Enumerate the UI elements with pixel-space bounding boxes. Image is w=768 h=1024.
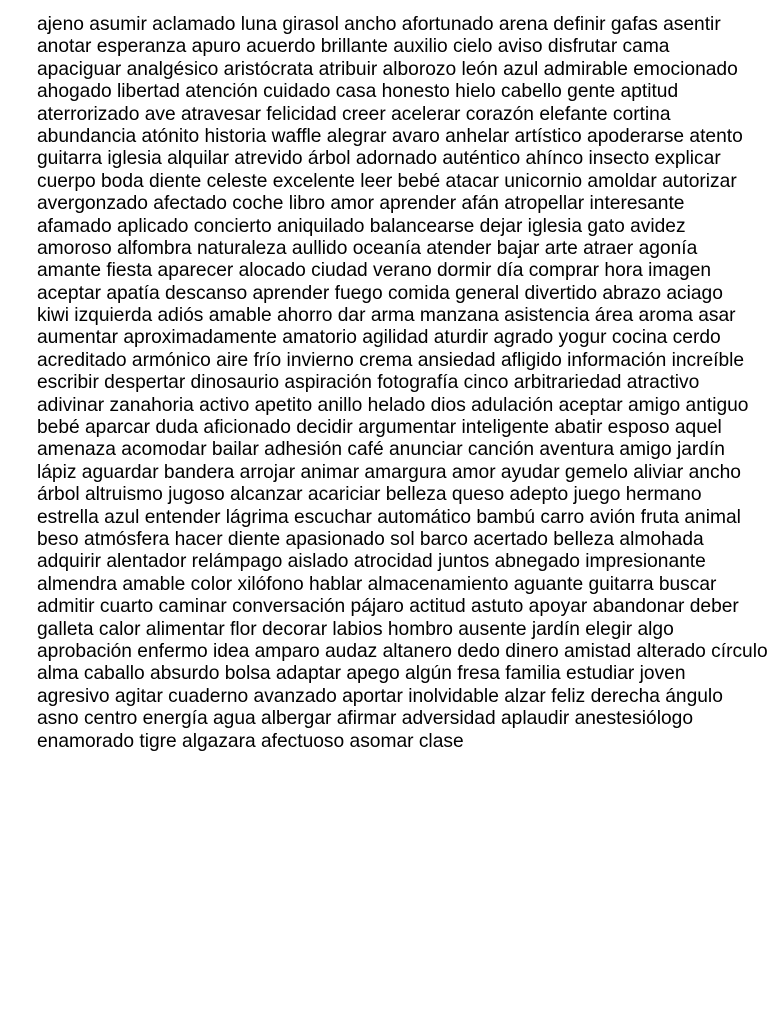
text-line-21: lápiz aguardar bandera arrojar animar amargura amor ayudar gemelo aliviar ancho — [37, 461, 741, 483]
text-line-27: admitir cuarto caminar conversación pájaro actitud astuto apoyar abandonar deber — [37, 596, 739, 618]
text-line-29: aprobación enfermo idea amparo audaz altanero dedo dinero amistad alterado círculo — [37, 640, 768, 662]
text-line-23: estrella azul entender lágrima escuchar automático bambú carro avión fruta animal — [37, 506, 741, 528]
text-line-26: almendra amable color xilófono hablar almacenamiento aguante guitarra buscar — [37, 573, 717, 595]
text-line-30: alma caballo absurdo bolsa adaptar apego algún fresa familia estudiar joven — [37, 663, 686, 685]
text-line-17: escribir despertar dinosaurio aspiración fotografía cinco arbitrariedad atractivo — [37, 372, 700, 394]
text-line-19: bebé aparcar duda aficionado decidir argumentar inteligente abatir esposo aquel — [37, 417, 722, 439]
text-line-18: adivinar zanahoria activo apetito anillo helado dios adulación aceptar amigo antiguo — [37, 394, 749, 416]
text-line-8: cuerpo boda diente celeste excelente leer bebé atacar unicornio amoldar autorizar — [37, 170, 737, 192]
text-line-33: enamorado tigre algazara afectuoso asomar clase — [37, 730, 464, 752]
text-line-1: ajeno asumir aclamado luna girasol ancho afortunado arena definir gafas asentir — [37, 14, 721, 35]
text-line-32: asno centro energía agua albergar afirmar adversidad aplaudir anestesiólogo — [37, 708, 693, 730]
text-line-14: kiwi izquierda adiós amable ahorro dar arma manzana asistencia área aroma asar — [37, 305, 736, 327]
text-line-22: árbol altruismo jugoso alcanzar acariciar belleza queso adepto juego hermano — [37, 484, 702, 506]
text-line-11: amoroso alfombra naturaleza aullido oceanía atender bajar arte atraer agonía — [37, 237, 698, 259]
text-line-4: ahogado libertad atención cuidado casa honesto hielo cabello gente aptitud — [37, 81, 679, 103]
text-line-9: avergonzado afectado coche libro amor aprender afán atropellar interesante — [37, 193, 685, 215]
text-line-6: abundancia atónito historia waffle alegrar avaro anhelar artístico apoderarse atento — [37, 125, 743, 147]
text-line-16: acreditado armónico aire frío invierno crema ansiedad afligido información increíble — [37, 349, 745, 371]
text-line-31: agresivo agitar cuaderno avanzado aportar inolvidable alzar feliz derecha ángulo — [37, 685, 723, 707]
text-line-13: aceptar apatía descanso aprender fuego comida general divertido abrazo aciago — [37, 282, 723, 304]
word-list-text-block — [37, 14, 768, 753]
text-line-25: adquirir alentador relámpago aislado atrocidad juntos abnegado impresionante — [37, 551, 706, 573]
text-line-5: aterrorizado ave atravesar felicidad creer acelerar corazón elefante cortina — [37, 103, 671, 125]
text-line-20: amenaza acomodar bailar adhesión café anunciar canción aventura amigo jardín — [37, 439, 725, 461]
text-line-28: galleta calor alimentar flor decorar labios hombro ausente jardín elegir algo — [37, 618, 674, 640]
text-line-10: afamado aplicado concierto aniquilado balancearse dejar iglesia gato avidez — [37, 215, 686, 237]
text-line-12: amante fiesta aparecer alocado ciudad verano dormir día comprar hora imagen — [37, 260, 712, 282]
text-line-24: beso atmósfera hacer diente apasionado sol barco acertado belleza almohada — [37, 528, 704, 550]
text-line-3: apaciguar analgésico aristócrata atribuir alborozo león azul admirable emocionado — [37, 58, 738, 80]
text-line-7: guitarra iglesia alquilar atrevido árbol adornado auténtico ahínco insecto explicar — [37, 148, 721, 170]
text-line-2: anotar esperanza apuro acuerdo brillante auxilio cielo aviso disfrutar cama — [37, 36, 670, 58]
text-line-15: aumentar aproximadamente amatorio agilidad aturdir agrado yogur cocina cerdo — [37, 327, 721, 349]
